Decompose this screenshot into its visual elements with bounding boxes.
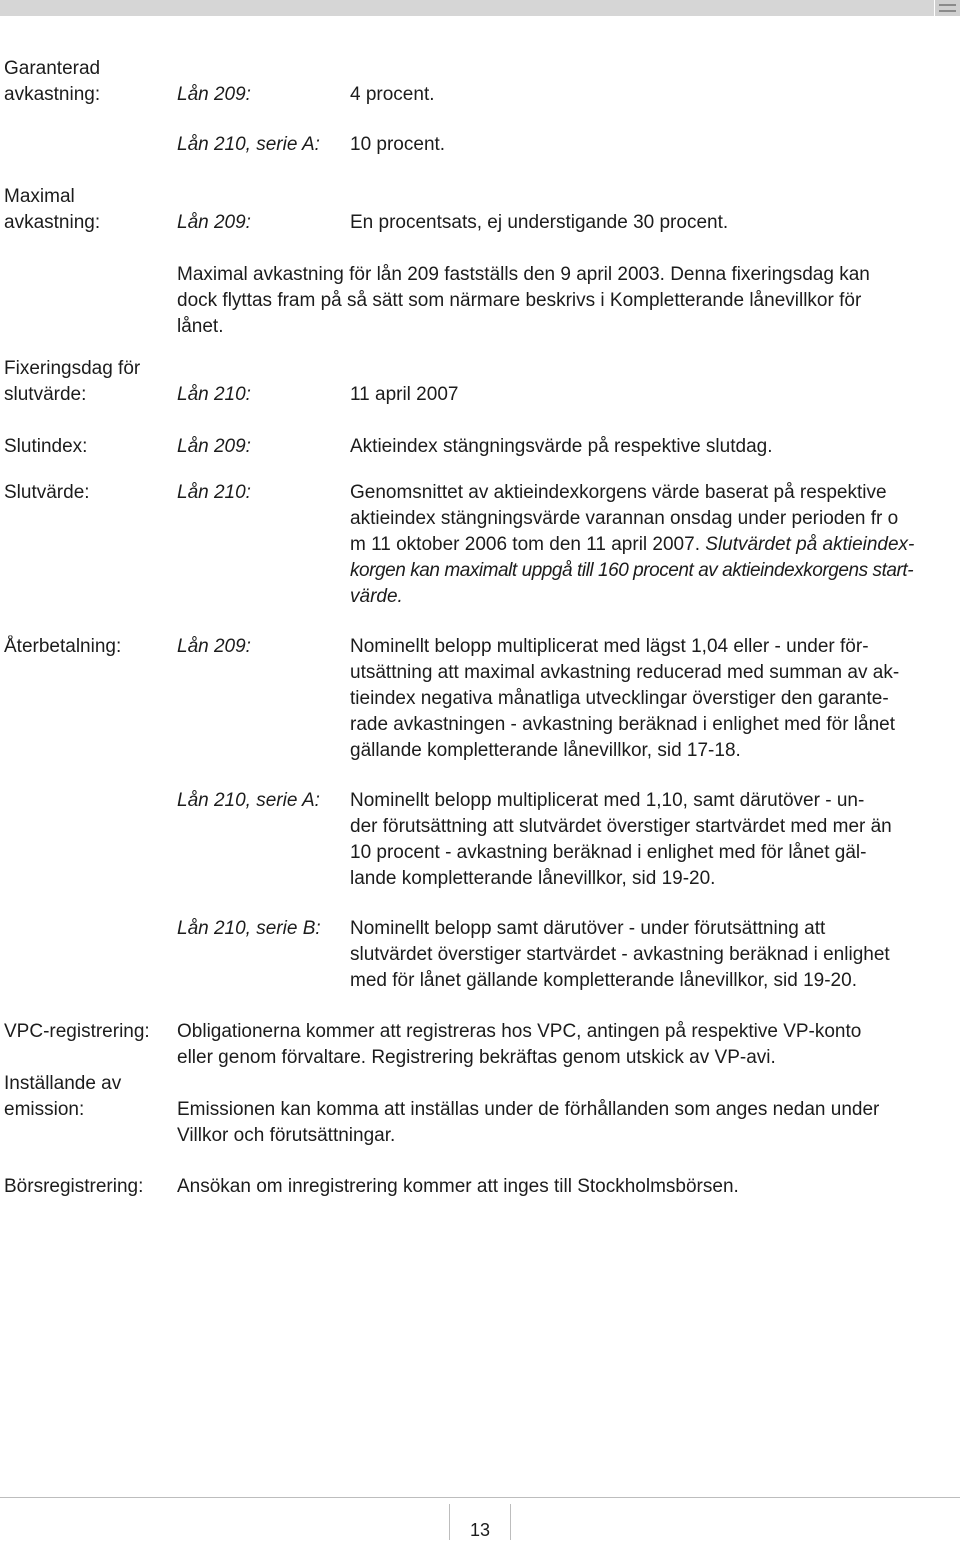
repayment-loan210b-label: Lån 210, serie B:	[177, 918, 321, 939]
end-value-loan210-label: Lån 210:	[177, 482, 251, 503]
listing-label: Börsregistrering:	[4, 1176, 144, 1197]
repayment-loan210b-line: slutvärdet överstiger startvärdet - avkastning beräknad i enlighet	[350, 944, 890, 965]
repayment-loan210a-line: lande kompletterande lånevillkor, sid 19-20.	[350, 868, 716, 889]
fixing-loan210-value: 11 april 2007	[350, 384, 459, 405]
guaranteed-label-line2: avkastning:	[4, 84, 101, 105]
guaranteed-label-line1: Garanterad	[4, 58, 101, 79]
guaranteed-loan210a-label: Lån 210, serie A:	[177, 134, 320, 155]
end-value-line: aktieindex stängningsvärde varannan onsdag under perioden fr o	[350, 508, 899, 529]
cancellation-line: Emissionen kan komma att inställas under de förhållanden som anges nedan under	[177, 1099, 880, 1120]
guaranteed-loan209-label: Lån 209:	[177, 84, 251, 105]
end-index-value: Aktieindex stängningsvärde på respektive slutdag.	[350, 436, 773, 457]
end-index-label: Slutindex:	[4, 436, 88, 457]
top-bar-corner-mark	[935, 0, 960, 16]
footer-rule	[0, 1497, 960, 1498]
cancellation-label-line2: emission:	[4, 1099, 85, 1120]
maximal-loan209-value: En procentsats, ej understigande 30 procent.	[350, 212, 729, 233]
end-value-italic-line: värde.	[350, 586, 403, 607]
fixing-loan210-label: Lån 210:	[177, 384, 251, 405]
maximal-loan209-label: Lån 209:	[177, 212, 251, 233]
repayment-loan209-line: tieindex negativa månatliga utvecklingar överstiger den garante-	[350, 688, 889, 709]
maximal-note-line: lånet.	[177, 316, 224, 337]
end-value-italic-line: korgen kan maximalt uppgå till 160 procent av aktieindexkorgens start-	[350, 560, 914, 581]
repayment-loan209-label: Lån 209:	[177, 636, 251, 657]
vpc-label: VPC-registrering:	[4, 1021, 150, 1042]
end-value-italic-inline: Slutvärdet på aktieindex-	[705, 534, 915, 555]
repayment-loan210a-label: Lån 210, serie A:	[177, 790, 320, 811]
end-value-line-with-italic	[350, 532, 914, 558]
repayment-label: Återbetalning:	[4, 636, 122, 657]
repayment-loan210a-line: der förutsättning att slutvärdet överstiger startvärdet med mer än	[350, 816, 892, 837]
repayment-loan209-line: rade avkastningen - avkastning beräknad i enlighet med för lånet	[350, 714, 896, 735]
cancellation-label-line1: Inställande av	[4, 1073, 122, 1094]
maximal-label-line2: avkastning:	[4, 212, 101, 233]
end-value-line: m 11 oktober 2006 tom den 11 april 2007.	[350, 534, 700, 555]
top-bar	[0, 0, 960, 16]
listing-value: Ansökan om inregistrering kommer att inges till Stockholmsbörsen.	[177, 1176, 739, 1197]
guaranteed-loan210a-value: 10 procent.	[350, 134, 446, 155]
fixing-label-line1: Fixeringsdag för	[4, 358, 141, 379]
top-bar-fill	[0, 0, 934, 16]
maximal-note-line: dock flyttas fram på så sätt som närmare beskrivs i Kompletterande lånevillkor för	[177, 290, 862, 311]
repayment-loan209-line: gällande kompletterande lånevillkor, sid 17-18.	[350, 740, 741, 761]
repayment-loan209-line: Nominellt belopp multiplicerat med lägst 1,04 eller - under för-	[350, 636, 869, 657]
vpc-line: Obligationerna kommer att registreras hos VPC, antingen på respektive VP-konto	[177, 1021, 862, 1042]
maximal-label-line1: Maximal	[4, 186, 75, 207]
repayment-loan210b-line: med för lånet gällande kompletterande lånevillkor, sid 19-20.	[350, 970, 857, 991]
vpc-line: eller genom förvaltare. Registrering bekräftas genom utskick av VP-avi.	[177, 1047, 776, 1068]
repayment-loan209-line: utsättning att maximal avkastning reducerad med summan av ak-	[350, 662, 900, 683]
maximal-note-line: Maximal avkastning för lån 209 fastställs den 9 april 2003. Denna fixeringsdag kan	[177, 264, 870, 285]
page-number: 13	[469, 1520, 491, 1540]
end-index-loan209-label: Lån 209:	[177, 436, 251, 457]
fixing-label-line2: slutvärde:	[4, 384, 87, 405]
repayment-loan210b-line: Nominellt belopp samt därutöver - under förutsättning att	[350, 918, 826, 939]
repayment-loan210a-line: 10 procent - avkastning beräknad i enlighet med för lånet gäl-	[350, 842, 867, 863]
cancellation-line: Villkor och förutsättningar.	[177, 1125, 396, 1146]
end-value-line: Genomsnittet av aktieindexkorgens värde baserat på respektive	[350, 482, 887, 503]
end-value-label: Slutvärde:	[4, 482, 90, 503]
repayment-loan210a-line: Nominellt belopp multiplicerat med 1,10, samt därutöver - un-	[350, 790, 865, 811]
guaranteed-loan209-value: 4 procent.	[350, 84, 435, 105]
